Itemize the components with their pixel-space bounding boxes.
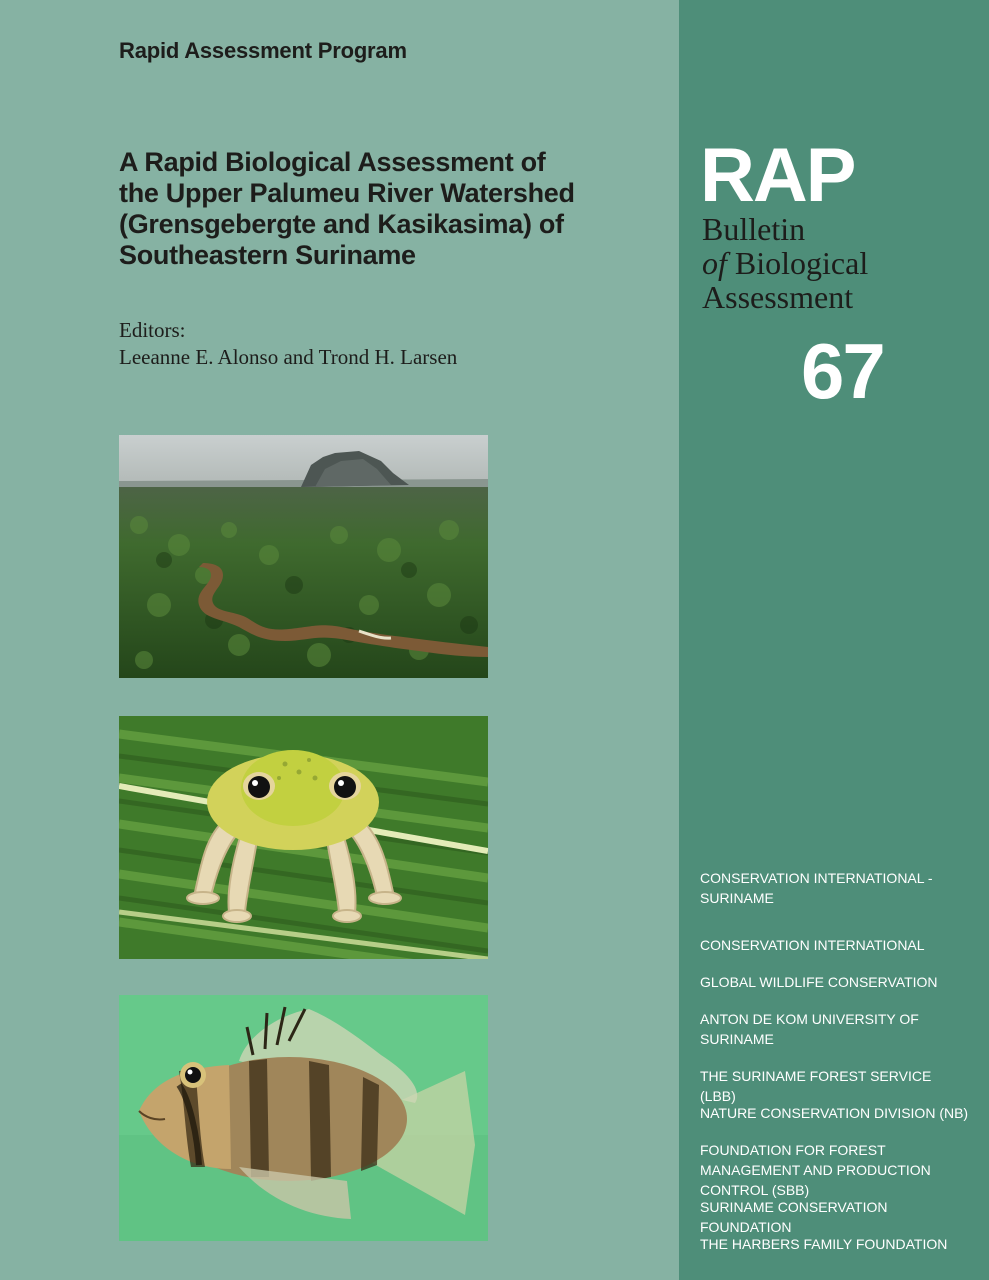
aerial-river-forest-photo bbox=[119, 435, 488, 678]
biological-word: Biological bbox=[726, 245, 869, 281]
partner-item: NATURE CONSERVATION DIVISION (NB) bbox=[700, 1105, 969, 1121]
partner-item: CONSERVATION INTERNATIONAL bbox=[700, 937, 925, 953]
partner-item: SURINAME CONSERVATION FOUNDATION bbox=[700, 1199, 888, 1235]
cichlid-fish-photo bbox=[119, 995, 488, 1241]
partner-item: GLOBAL WILDLIFE CONSERVATION bbox=[700, 974, 938, 990]
title-line: (Grensgebergte and Kasikasima) of bbox=[119, 209, 564, 239]
rap-title: RAP bbox=[700, 133, 855, 218]
partner-item: THE SURINAME FOREST SERVICE (LBB) bbox=[700, 1068, 932, 1104]
partner-item: ANTON DE KOM UNIVERSITY OF SURINAME bbox=[700, 1011, 919, 1047]
title-line: the Upper Palumeu River Watershed bbox=[119, 178, 575, 208]
glass-frog-photo bbox=[119, 716, 488, 959]
report-title bbox=[119, 147, 639, 271]
program-name: Rapid Assessment Program bbox=[119, 38, 407, 63]
of-word: of bbox=[702, 245, 727, 281]
editors-label: Editors: bbox=[119, 318, 186, 342]
title-line: Southeastern Suriname bbox=[119, 240, 416, 270]
partner-item: CONSERVATION INTERNATIONAL - SURINAME bbox=[700, 870, 933, 906]
bulletin-line bbox=[702, 246, 868, 280]
bulletin-line: Assessment bbox=[702, 279, 854, 315]
bulletin-number: 67 bbox=[801, 327, 884, 415]
editors-names: Leeanne E. Alonso and Trond H. Larsen bbox=[119, 345, 458, 369]
partner-item: THE HARBERS FAMILY FOUNDATION bbox=[700, 1236, 948, 1252]
title-line: A Rapid Biological Assessment of bbox=[119, 147, 546, 177]
bulletin-line: Bulletin bbox=[702, 211, 806, 247]
partner-item: FOUNDATION FOR FOREST MANAGEMENT AND PRODUCTION CONTROL (SBB) bbox=[700, 1142, 931, 1198]
